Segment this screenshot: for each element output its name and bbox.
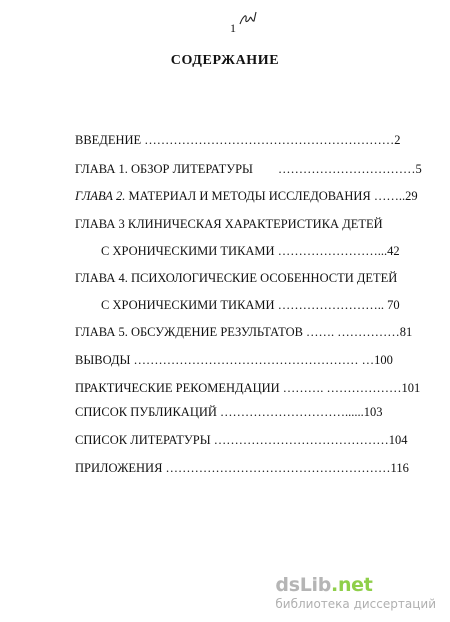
toc-entry-introduction: ВВЕДЕНИЕ ……………………………………………………2 (75, 133, 401, 147)
watermark[interactable] (275, 576, 436, 610)
toc-entry-chapter-2-title: МАТЕРИАЛ И МЕТОДЫ ИССЛЕДОВАНИЯ ……..29 (125, 189, 418, 203)
watermark-logo (275, 576, 436, 595)
page-number: 1 (230, 21, 236, 35)
watermark-subtitle: библиотека диссертаций (275, 597, 436, 611)
toc-entry-chapter-3-continued: С ХРОНИЧЕСКИМИ ТИКАМИ ……………………...42 (101, 244, 400, 258)
toc-entry-conclusions: ВЫВОДЫ ……………………………………………… …100 (75, 353, 393, 367)
toc-entry-appendices: ПРИЛОЖЕНИЯ ………………………………………………116 (75, 461, 409, 475)
toc-entry-chapter-5: ГЛАВА 5. ОБСУЖДЕНИЕ РЕЗУЛЬТАТОВ ……. ……………81 (75, 325, 413, 339)
toc-entry-chapter-2 (75, 190, 418, 203)
toc-entry-chapter-4: ГЛАВА 4. ПСИХОЛОГИЧЕСКИЕ ОСОБЕННОСТИ ДЕТЕЙ (75, 271, 398, 285)
watermark-logo-accent: .net (331, 574, 373, 596)
toc-entry-references: СПИСОК ЛИТЕРАТУРЫ ……………………………………104 (75, 433, 408, 447)
handwritten-mark (238, 10, 258, 28)
toc-entry-publications: СПИСОК ПУБЛИКАЦИЙ …………………………......103 (75, 405, 383, 419)
toc-entry-chapter-2-number: ГЛАВА 2. (75, 189, 126, 203)
watermark-logo-main: dsLib (275, 574, 332, 596)
toc-entry-chapter-3: ГЛАВА 3 КЛИНИЧЕСКАЯ ХАРАКТЕРИСТИКА ДЕТЕЙ (75, 217, 383, 231)
toc-entry-recommendations: ПРАКТИЧЕСКИЕ РЕКОМЕНДАЦИИ ………. ………………101 (75, 381, 421, 395)
toc-entry-chapter-4-continued: С ХРОНИЧЕСКИМИ ТИКАМИ …………………….. 70 (101, 298, 400, 312)
toc-entry-chapter-1: ГЛАВА 1. ОБЗОР ЛИТЕРАТУРЫ ……………………………5 (75, 162, 422, 176)
page-title: СОДЕРЖАНИЕ (170, 53, 280, 68)
